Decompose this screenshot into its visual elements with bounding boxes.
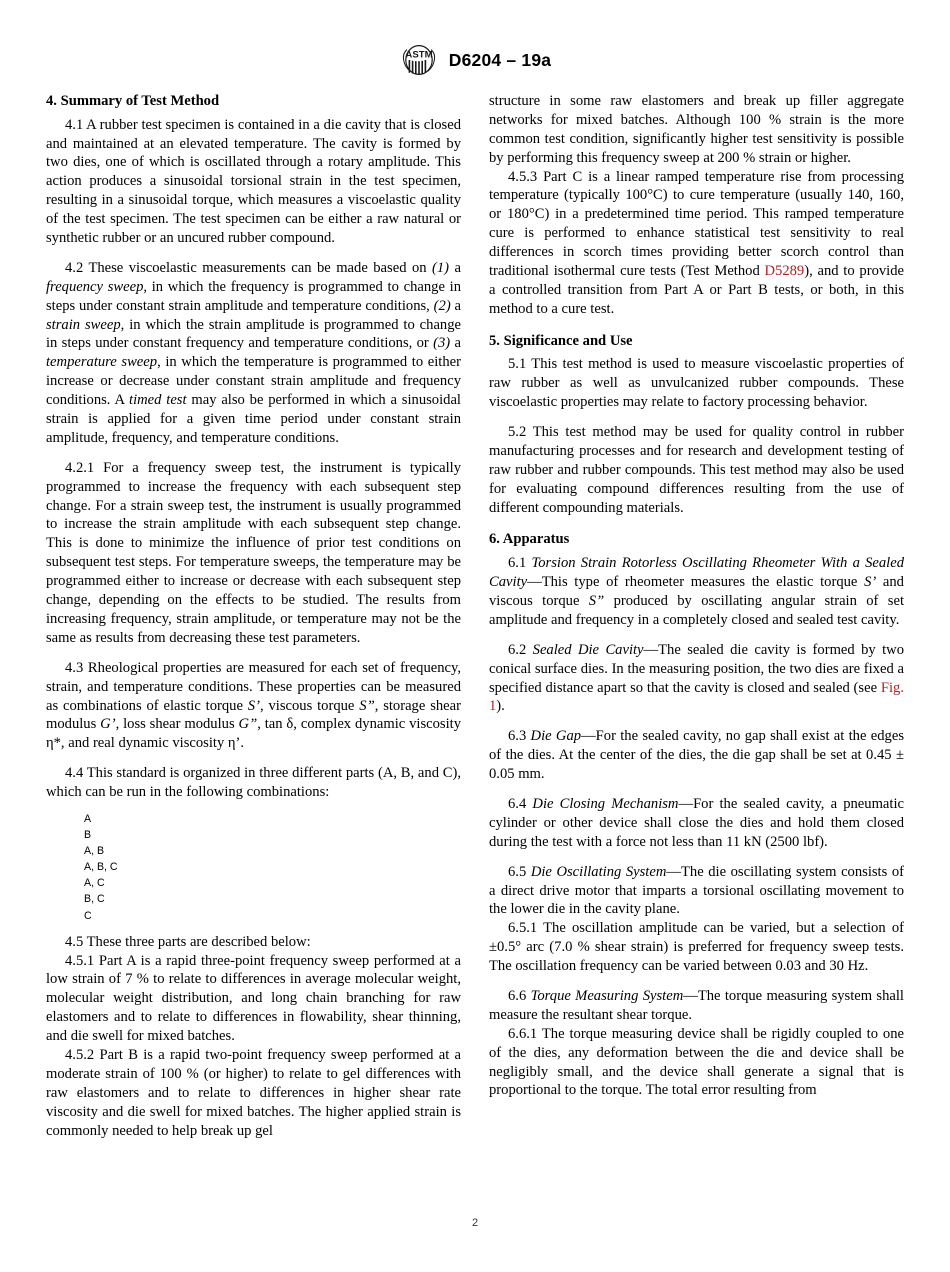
paragraph-6-5-1: 6.5.1 The oscillation amplitude can be varied, but a selection of ±0.5° arc (7.0 % shear strain) is preferred for frequency sweep tests. The oscillation frequency can be varied between 0.03 and 30 Hz. bbox=[489, 920, 904, 975]
text-run: 4.3 Rheological properties are measured for each set of frequency, strain, and temperature conditions. These properties can be measured as combinations of elastic torque bbox=[46, 659, 461, 714]
paragraph-6-1 bbox=[489, 554, 904, 630]
clause-number: 6.2 bbox=[508, 641, 533, 658]
list-item: A, B bbox=[84, 845, 105, 858]
text-run: a bbox=[450, 297, 461, 314]
text-run: ). bbox=[496, 698, 505, 715]
italic-run: (2) bbox=[433, 297, 451, 314]
clause-number: 6.3 bbox=[508, 728, 531, 745]
section-heading-4: 4. Summary of Test Method bbox=[46, 93, 220, 109]
page-number: 2 bbox=[471, 1217, 479, 1229]
text-run: , storage shear modulus bbox=[46, 697, 461, 733]
paragraph-5-2: 5.2 This test method may be used for quality control in rubber manufacturing processes and for research and development testing of raw rubber and rubber compounds. This test method may also be used for evaluating compound differences resulting from the use of different compounding materials. bbox=[489, 424, 904, 516]
text-run: and viscous torque bbox=[489, 574, 904, 609]
paragraph-4-1: 4.1 A rubber test specimen is contained in a die cavity that is closed and maintained at an elevated temperature. The cavity is formed by two dies, one of which is oscillated through a rotary amplitude. This action produces a sinusoidal torsional strain in the test specimen, resulting in a sinusoidal torque, which measures a viscoelastic quality of the test specimen. The test specimen can be either a raw natural or synthetic rubber or an uncured rubber compound. bbox=[46, 116, 461, 247]
clause-number: 6.5 bbox=[508, 863, 531, 880]
paragraph-4-5-2: 4.5.2 Part B is a rapid two-point frequency sweep performed at a moderate strain of 100 % (or higher) to relate to gel differences with raw elastomers and to relate to differences in higher shear rate viscosity and die swell for mixed batches. The higher applied strain is commonly needed to help break up gel bbox=[46, 1046, 461, 1139]
paragraph-4-2 bbox=[46, 259, 461, 448]
list-item: A, C bbox=[84, 877, 105, 890]
italic-run: temperature sweep bbox=[46, 354, 158, 371]
part-combinations-list bbox=[46, 811, 461, 924]
defined-term: Torque Measuring System bbox=[530, 987, 684, 1004]
astm-logo-icon bbox=[399, 44, 439, 76]
text-run: —The sealed die cavity is formed by two conical surface dies. In the measuring position, the two dies are fixed a specified distance apart so that the cavity is closed and sealed (see bbox=[489, 641, 904, 696]
defined-term: Die Gap bbox=[530, 728, 582, 745]
list-item: B, C bbox=[84, 893, 105, 906]
svg-text:ASTM: ASTM bbox=[405, 49, 433, 61]
clause-number: 6.1 bbox=[508, 555, 532, 572]
paragraph-6-6 bbox=[489, 987, 904, 1025]
text-run: produced by oscillating angular strain of set amplitude and frequency in a completely closed and sealed test cavity. bbox=[489, 592, 904, 628]
clause-number: 6.4 bbox=[508, 795, 533, 812]
paragraph-6-2 bbox=[489, 641, 904, 717]
text-run: —This type of rheometer measures the elastic torque bbox=[527, 574, 865, 591]
italic-run: (3) bbox=[433, 335, 451, 352]
list-item: B bbox=[84, 829, 92, 842]
paragraph-4-5-1: 4.5.1 Part A is a rapid three-point frequency sweep performed at a low strain of 7 % to relate to differences in average molecular weight, molecular weight distribution, and long chain branching for raw elastomers and to relate to differences in flowability, shear thinning, and die swell for mixed batches. bbox=[46, 952, 461, 1045]
italic-run: frequency sweep bbox=[46, 278, 144, 295]
list-item: A bbox=[84, 812, 92, 825]
paragraph-4-5-3 bbox=[489, 168, 904, 319]
italic-run: (1) bbox=[432, 259, 450, 276]
italic-run: timed test bbox=[129, 392, 187, 409]
text-run: —For the sealed cavity, no gap shall exist at the edges of the dies. At the center of the dies, the die gap shall be set at 0.45 ± 0.05 mm. bbox=[489, 728, 904, 783]
defined-term: Torsion Strain Rotorless Oscillating Rheometer With a Sealed Cavity bbox=[489, 555, 905, 591]
list-item: C bbox=[84, 909, 92, 922]
text-run: , viscous torque bbox=[259, 697, 360, 714]
text-run: , in which the strain amplitude is programmed to change in steps under constant frequency and temperature conditions, or bbox=[46, 316, 462, 352]
paragraph-4-2-1: 4.2.1 For a frequency sweep test, the instrument is typically programmed to increase the frequency with each subsequent step change. For a strain sweep test, the instrument is usually programmed to increase the strain amplitude with each subsequent step change. This is done to minimize the influence of prior test conditions on subsequent test steps. For temperature sweeps, the temperature may be programmed either to increase or decrease with each subsequent step change, depending on the effects to be studied. The results from increasing frequency, strain amplitude, or temperature may not be the same as results from decreasing these test parameters. bbox=[46, 459, 461, 646]
right-column bbox=[489, 92, 904, 1100]
paragraph-5-1: 5.1 This test method is used to measure viscoelastic properties of raw rubber as well as unvulcanized rubber compounds. These viscoelastic properties may relate to factory processing behavior. bbox=[489, 356, 904, 411]
left-column bbox=[46, 92, 461, 1140]
text-run: —The torque measuring system shall measure the resultant shear torque. bbox=[489, 987, 904, 1023]
defined-term: Die Closing Mechanism bbox=[532, 795, 679, 812]
symbol-elastic-torque: S’ bbox=[864, 574, 877, 591]
text-run: 4.2 These viscoelastic measurements can be made based on bbox=[65, 259, 433, 276]
paragraph-4-4: 4.4 This standard is organized in three different parts (A, B, and C), which can be run in the following combinations: bbox=[46, 765, 461, 801]
text-run: , in which the temperature is programmed to either increase or decrease under constant strain amplitude and frequency conditions. A bbox=[46, 354, 461, 409]
paragraph-6-4 bbox=[489, 795, 904, 852]
paragraph-6-5 bbox=[489, 863, 904, 920]
section-heading-5: 5. Significance and Use bbox=[489, 332, 633, 349]
symbol-viscous-torque: S” bbox=[588, 592, 605, 609]
text-run: 4.5.3 Part C is a linear ramped temperature rise from processing temperature (typically 100°C) to cure temperature (usually 140, 160, or 180°C) in a predetermined time period. This ramped temperature cure is performed to enhance statistical test sensitivity to real differences in scorch times providing better scorch control than traditional isothermal cure tests (Test Method bbox=[489, 168, 904, 280]
section-heading-6: 6. Apparatus bbox=[489, 531, 570, 548]
text-run: , loss shear modulus bbox=[115, 716, 239, 733]
symbol-storage-modulus: G’ bbox=[100, 716, 116, 733]
text-run: —The die oscillating system consists of a direct drive motor that imparts a torsional oscillating movement to the lower die in the cavity plane. bbox=[489, 863, 904, 918]
link-d5289[interactable]: D5289 bbox=[764, 263, 805, 280]
symbol-loss-modulus: G” bbox=[238, 716, 258, 733]
paragraph-6-6-1: 6.6.1 The torque measuring device shall be rigidly coupled to one of the dies, any deformation between the die and device shall be negligibly small, and the device shall generate a signal that is proportional to the torque. The total error resulting from bbox=[489, 1025, 904, 1099]
link-figure-1[interactable]: Fig. 1 bbox=[489, 679, 904, 715]
page-body bbox=[46, 92, 904, 1202]
document-designation: D6204 – 19a bbox=[448, 49, 552, 70]
text-run: , tan δ, complex dynamic viscosity η*, and real dynamic viscosity η’. bbox=[46, 716, 461, 752]
page-header bbox=[0, 44, 950, 76]
symbol-viscous-torque: S” bbox=[359, 697, 375, 714]
text-run: ), and to provide a controlled transition from Part A or Part B tests, or both, in this method to a cure test. bbox=[489, 263, 904, 317]
text-run: —For the sealed cavity, a pneumatic cylinder or other device shall close the dies and hold them closed during the test with a force not less than 11 kN (2500 lbf). bbox=[489, 795, 904, 850]
paragraph-4-5-2-continued: structure in some raw elastomers and break up filler aggregate networks for mixed batches. Although 100 % strain is the more common test condition, significantly higher test sensitivity is possible by performing this frequency sweep at 200 % strain or higher. bbox=[489, 93, 904, 166]
text-run: may also be performed in which a sinusoidal strain is applied for a given time period under constant strain amplitude, frequency, and temperature conditions. bbox=[46, 392, 461, 446]
italic-run: strain sweep bbox=[46, 316, 121, 333]
text-run: , in which the frequency is programmed to change in steps under constant strain amplitude and temperature conditions, bbox=[46, 278, 461, 314]
paragraph-4-3 bbox=[46, 659, 461, 753]
defined-term: Die Oscillating System bbox=[530, 863, 667, 880]
clause-number: 6.6 bbox=[508, 987, 531, 1004]
text-run: a bbox=[450, 335, 461, 352]
list-item: A, B, C bbox=[84, 861, 118, 874]
text-run: a bbox=[449, 259, 461, 276]
symbol-elastic-torque: S’ bbox=[247, 697, 260, 714]
defined-term: Sealed Die Cavity bbox=[532, 641, 644, 658]
paragraph-6-3 bbox=[489, 727, 904, 784]
paragraph-4-5: 4.5 These three parts are described below: bbox=[65, 933, 311, 950]
